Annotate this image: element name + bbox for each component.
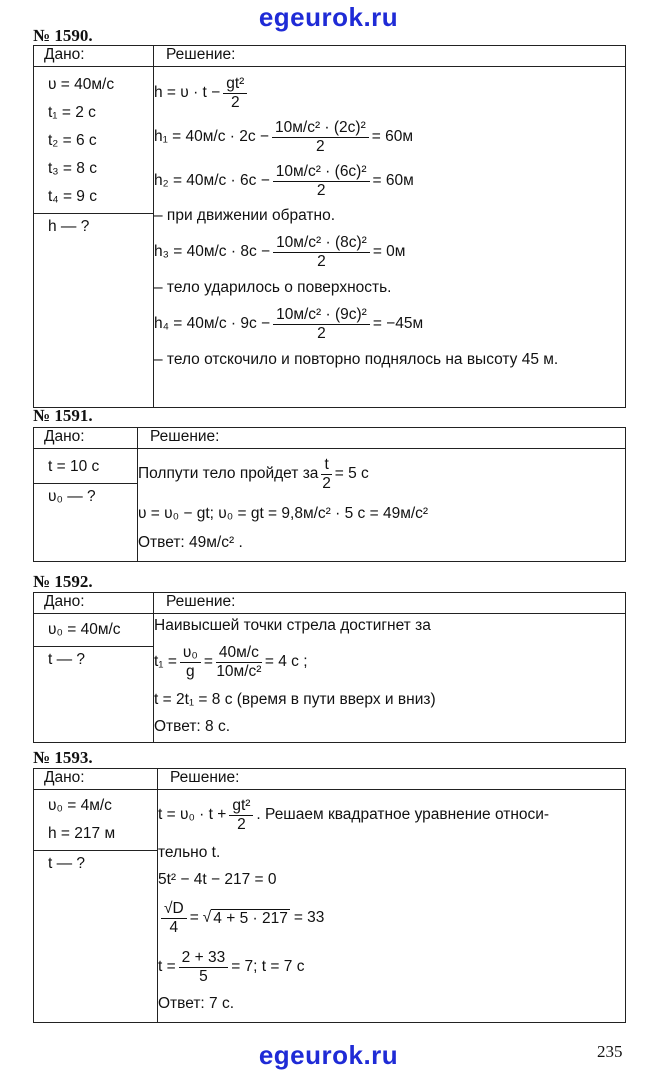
equals-sign: =: [189, 909, 199, 926]
formula-result: = 60м: [371, 128, 413, 145]
fraction-numerator: υ₀: [180, 644, 201, 663]
given-header: Дано:: [34, 428, 138, 449]
fraction-denominator: 2: [317, 324, 326, 342]
solution-column: [154, 67, 626, 408]
given-values: [34, 449, 137, 484]
fraction: [273, 234, 370, 271]
solution-column: [154, 614, 626, 743]
given-header: Дано:: [34, 769, 158, 790]
task-table-1593: [33, 768, 626, 1023]
formula-lhs: h₄ = 40м/с · 9с −: [154, 315, 271, 332]
quadratic-equation: 5t² − 4t − 217 = 0: [158, 871, 277, 888]
fraction-denominator: 2: [316, 137, 325, 155]
given-item: t = 10 с: [48, 458, 100, 475]
fraction: [272, 119, 369, 156]
unknown-value: t — ?: [48, 855, 86, 872]
formula-lhs: h₂ = 40м/с · 6с −: [154, 172, 270, 189]
equals-sign: =: [203, 653, 213, 670]
fraction-numerator: t: [321, 456, 331, 475]
fraction-numerator: √D: [161, 900, 187, 919]
fraction-denominator: 2: [317, 252, 326, 270]
given-values: [34, 614, 153, 647]
unknown-value: t — ?: [48, 651, 86, 668]
fraction: [161, 900, 187, 937]
fraction-denominator: g: [186, 662, 195, 680]
fraction-numerator: gt²: [223, 75, 247, 94]
formula-h4: [154, 301, 625, 347]
site-link-top[interactable]: egeurok.ru: [258, 2, 399, 32]
fraction-denominator: 2: [237, 815, 246, 833]
unknown-value: υ₀ — ?: [48, 488, 96, 505]
task-table-1591: [33, 427, 626, 562]
given-values: [34, 790, 157, 851]
fraction: [223, 75, 247, 112]
solution-header: Решение:: [138, 428, 626, 449]
note-text: – тело отскочило и повторно поднялось на высоту 45 м.: [154, 351, 559, 368]
fraction-numerator: 10м/с² · (2с)²: [272, 119, 369, 138]
formula-result: = 60м: [372, 172, 414, 189]
fraction-numerator: 10м/с² · (8с)²: [273, 234, 370, 253]
task-table-1592: [33, 592, 626, 743]
fraction-denominator: 2: [230, 93, 240, 111]
solution-header: Решение:: [154, 593, 626, 614]
fraction: [216, 644, 262, 681]
fraction-denominator: 4: [169, 918, 179, 936]
formula-h1: [154, 115, 625, 159]
given-values: [34, 67, 153, 214]
problem-number-1593: № 1593.: [33, 748, 93, 767]
formula-result: = 0м: [372, 243, 406, 260]
given-column: [34, 790, 158, 1023]
given-column: [34, 67, 154, 408]
answer-text: Ответ: 7 с.: [158, 995, 235, 1012]
formula-lhs: t = υ₀ · t +: [158, 806, 227, 823]
fraction: [179, 949, 229, 986]
fraction: [273, 306, 370, 343]
sqrt-icon: √: [202, 909, 212, 926]
given-item: t₁ = 2 с: [48, 104, 96, 121]
solution-text: . Решаем квадратное уравнение относи-: [256, 806, 550, 823]
fraction-numerator: 2 + 33: [179, 949, 229, 968]
given-header: Дано:: [34, 593, 154, 614]
formula-lhs: h₁ = 40м/с · 2с −: [154, 128, 269, 145]
formula-discriminant: [158, 894, 625, 942]
formula-t1: [154, 638, 625, 686]
given-item: υ₀ = 4м/с: [48, 797, 112, 814]
given-column: [34, 614, 154, 743]
note-text: – тело ударилось о поверхность.: [154, 279, 392, 296]
unknown-value: h — ?: [48, 218, 90, 235]
formula-main: [158, 790, 625, 840]
fraction-denominator: 10м/с²: [216, 662, 262, 680]
fraction-numerator: gt²: [229, 797, 253, 816]
solution-line: t = 2t₁ = 8 с (время в пути вверх и вниз): [154, 691, 436, 708]
fraction: [229, 797, 253, 834]
given-item: t₃ = 8 с: [48, 160, 97, 177]
fraction: [180, 644, 201, 681]
formula-result: = 7; t = 7 с: [231, 958, 305, 975]
fraction: [321, 456, 331, 493]
given-item: t₄ = 9 с: [48, 188, 97, 205]
fraction-numerator: 40м/с: [216, 644, 262, 663]
formula-lhs: t =: [158, 958, 176, 975]
formula-result: = 4 с ;: [264, 653, 308, 670]
answer-text: Ответ: 8 с.: [154, 718, 231, 735]
solution-line: υ = υ₀ − gt; υ₀ = gt = 9,8м/с² · 5 с = 49м/с²: [138, 505, 429, 522]
solution-line: Наивысшей точки стрела достигнет за: [154, 617, 431, 634]
formula-result: = 5 с: [334, 465, 369, 482]
formula-h3: [154, 229, 625, 275]
answer-text: Ответ: 49м/с² .: [138, 534, 243, 551]
fraction-numerator: 10м/с² · (6с)²: [273, 163, 370, 182]
formula-lhs: t₁ =: [154, 653, 177, 670]
page-number: 235: [597, 1042, 623, 1061]
fraction: [273, 163, 370, 200]
given-item: h = 217 м: [48, 825, 116, 842]
formula-result: = −45м: [372, 315, 424, 332]
given-item: t₂ = 6 с: [48, 132, 97, 149]
problem-number-1590: № 1590.: [33, 26, 93, 45]
formula-lhs: h₃ = 40м/с · 8с −: [154, 243, 271, 260]
formula-lhs: h = υ · t −: [154, 84, 221, 101]
formula-t: [158, 942, 625, 992]
solution-text: Полпути тело пройдет за: [138, 465, 319, 482]
fraction-numerator: 10м/с² · (9с)²: [273, 306, 370, 325]
fraction-denominator: 5: [199, 967, 208, 985]
problem-number-1591: № 1591.: [33, 406, 93, 425]
formula-result: = 33: [293, 909, 325, 926]
fraction-denominator: 2: [322, 474, 331, 492]
note-text: – при движении обратно.: [154, 207, 335, 224]
formula-h2: [154, 159, 625, 203]
solution-header: Решение:: [158, 769, 626, 790]
solution-header: Решение:: [154, 46, 626, 67]
site-link-bottom[interactable]: egeurok.ru: [258, 1040, 399, 1070]
solution-column: [158, 790, 626, 1023]
problem-number-1592: № 1592.: [33, 572, 93, 591]
given-header: Дано:: [34, 46, 154, 67]
solution-line: тельно t.: [158, 844, 221, 861]
given-item: υ₀ = 40м/с: [48, 621, 121, 638]
solution-line: [138, 449, 625, 499]
task-table-1590: [33, 45, 626, 408]
given-item: υ = 40м/с: [48, 76, 115, 93]
formula-general: [154, 71, 625, 115]
given-column: [34, 449, 138, 562]
fraction-denominator: 2: [316, 181, 326, 199]
radicand: 4 + 5 · 217: [213, 909, 288, 927]
solution-column: [138, 449, 626, 562]
